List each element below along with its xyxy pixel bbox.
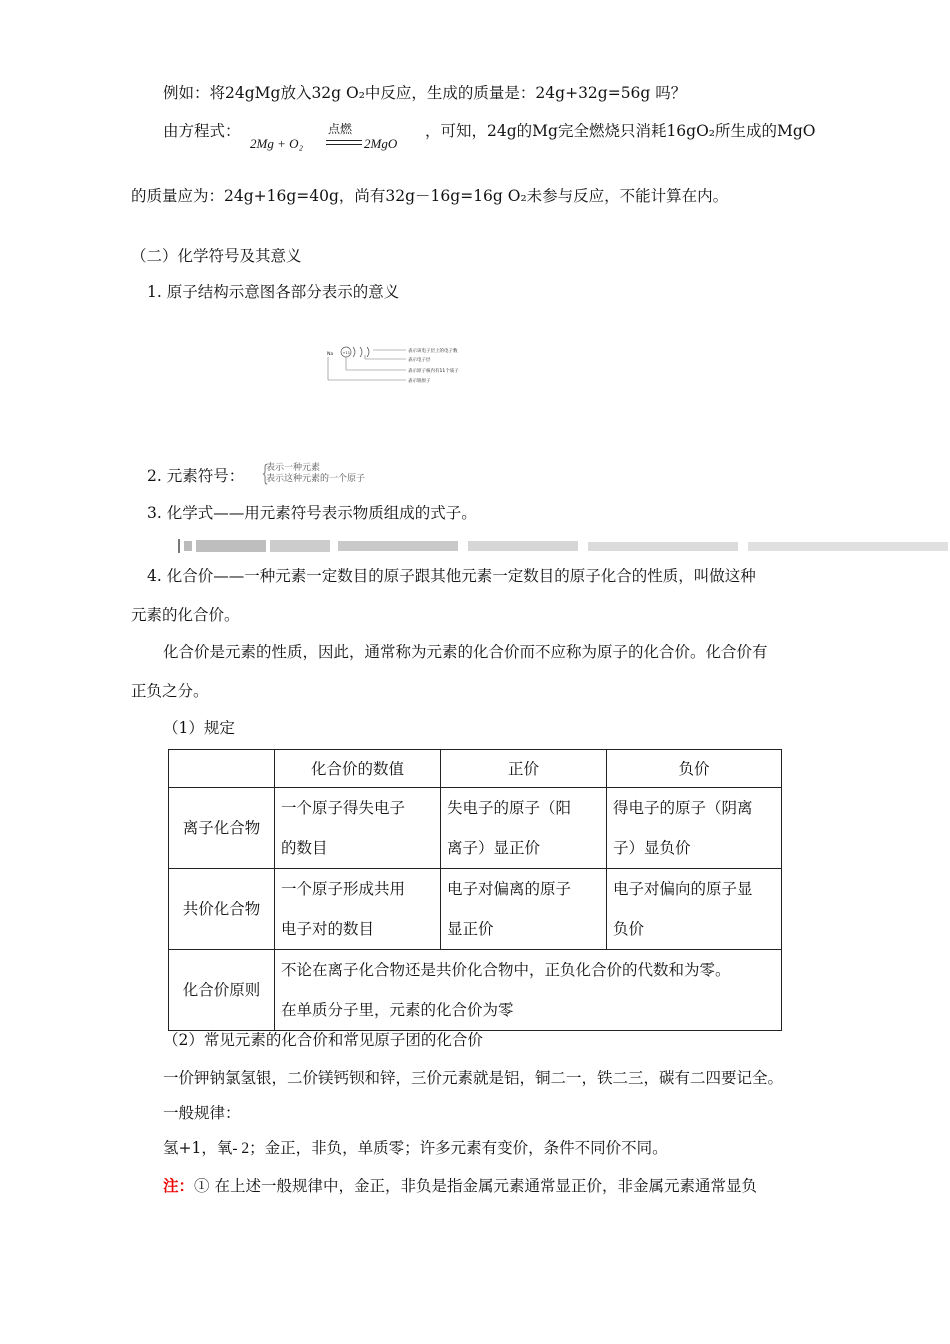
note-text: ① 在上述一般规律中，金正，非负是指金属元素通常显正价，非金属元素通常显负 — [194, 1177, 757, 1195]
blurred-text-strip — [178, 537, 950, 555]
item-4-line1: 4. 化合价——一种元素一定数目的原子跟其他元素一定数目的原子化合的性质，叫做这种 — [147, 567, 756, 585]
valence-rules-table — [168, 749, 782, 1031]
example-paragraph: 例如：将24gMg放入32g O₂中反应，生成的质量是：24g+32g=56g 吗？ — [163, 84, 687, 102]
item2-brace: { — [261, 462, 269, 487]
equation-intro: 由方程式： — [163, 122, 241, 140]
equation-condition: 点燃 — [328, 122, 353, 136]
cell-covalent-value: 一个原子形成共用 电子对的数目 — [275, 869, 441, 950]
cell-covalent-positive: 电子对偏离的原子 显正价 — [441, 869, 607, 950]
table-header-empty — [169, 750, 275, 788]
valence-para-line2: 正负之分。 — [131, 682, 209, 700]
table-row — [169, 950, 782, 1031]
atom-structure-diagram — [322, 343, 487, 389]
row-name-ionic: 离子化合物 — [169, 788, 275, 869]
row-name-principle: 化合价原则 — [169, 950, 275, 1031]
nucleus-charge: +11 — [342, 351, 351, 355]
diagram-label-atom: 表示钠原子 — [408, 379, 431, 384]
table-row — [169, 788, 782, 869]
valence-mnemonic: 一价钾钠氯氢银，二价镁钙钡和锌，三价元素就是铝，铜二一，铁二三，碳有二四要记全。 — [163, 1069, 784, 1087]
cell-principle: 不论在离子化合物还是共价化合物中，正负化合价的代数和为零。 在单质分子里，元素的化合价为零 — [275, 950, 782, 1031]
cell-ionic-value: 一个原子得失电子 的数目 — [275, 788, 441, 869]
oxygen-valence: - 2 — [232, 1140, 250, 1157]
sub-heading-common: （2）常见元素的化合价和常见原子团的化合价 — [163, 1031, 483, 1049]
cell-ionic-negative: 得电子的原子（阴离 子）显负价 — [607, 788, 782, 869]
diagram-label-electrons: 表示该电子层上的电子数 — [408, 349, 458, 354]
valence-para-line1: 化合价是元素的性质，因此，通常称为元素的化合价而不应称为原子的化合价。化合价有 — [163, 643, 768, 661]
cell-covalent-negative: 电子对偏向的原子显 负价 — [607, 869, 782, 950]
chemical-equation — [248, 122, 418, 154]
general-rule-title: 一般规律： — [163, 1104, 241, 1122]
section-title: （二）化学符号及其意义 — [131, 247, 302, 265]
equation-left: 2Mg + O₂ — [250, 136, 304, 151]
item-2: 2. 元素符号： — [147, 467, 245, 485]
note-label: 注： — [163, 1176, 195, 1195]
note — [163, 1176, 757, 1196]
equation-arrow — [326, 140, 362, 145]
table-header-positive: 正价 — [441, 750, 607, 788]
equation-right: 2MgO — [364, 136, 398, 151]
item-1: 1. 原子结构示意图各部分表示的意义 — [147, 283, 400, 301]
diagram-label-protons: 表示原子核内有11个质子 — [408, 369, 459, 374]
sub-heading-rules: （1）规定 — [163, 719, 235, 737]
item-4-line2: 元素的化合价。 — [131, 606, 240, 624]
equation-explanation: ，可知，24g的Mg完全燃烧只消耗16gO₂所生成的MgO — [425, 122, 816, 140]
table-row — [169, 869, 782, 950]
cell-ionic-positive: 失电子的原子（阳 离子）显正价 — [441, 788, 607, 869]
atom-symbol: Na — [327, 352, 334, 357]
row-name-covalent: 共价化合物 — [169, 869, 275, 950]
meaning-element: 表示一种元素 — [266, 463, 321, 473]
electron-shell-1 — [353, 347, 355, 357]
table-header-row — [169, 750, 782, 788]
electron-shell-3 — [367, 347, 369, 357]
item2-meanings — [266, 463, 365, 485]
general-rule: 氢+1，氧- 2；金正，非负，单质零；许多元素有变价，条件不同价不同。 — [163, 1139, 668, 1157]
meaning-atom: 表示这种元素的一个原子 — [266, 474, 366, 484]
table-header-value: 化合价的数值 — [275, 750, 441, 788]
table-header-negative: 负价 — [607, 750, 782, 788]
item-3: 3. 化学式——用元素符号表示物质组成的式子。 — [147, 504, 477, 522]
mass-paragraph: 的质量应为：24g+16g=40g，尚有32g－16g=16g O₂未参与反应，不能计算在内。 — [131, 187, 729, 205]
electron-shell-2 — [360, 347, 362, 357]
diagram-label-shell: 表示电子层 — [408, 358, 431, 363]
